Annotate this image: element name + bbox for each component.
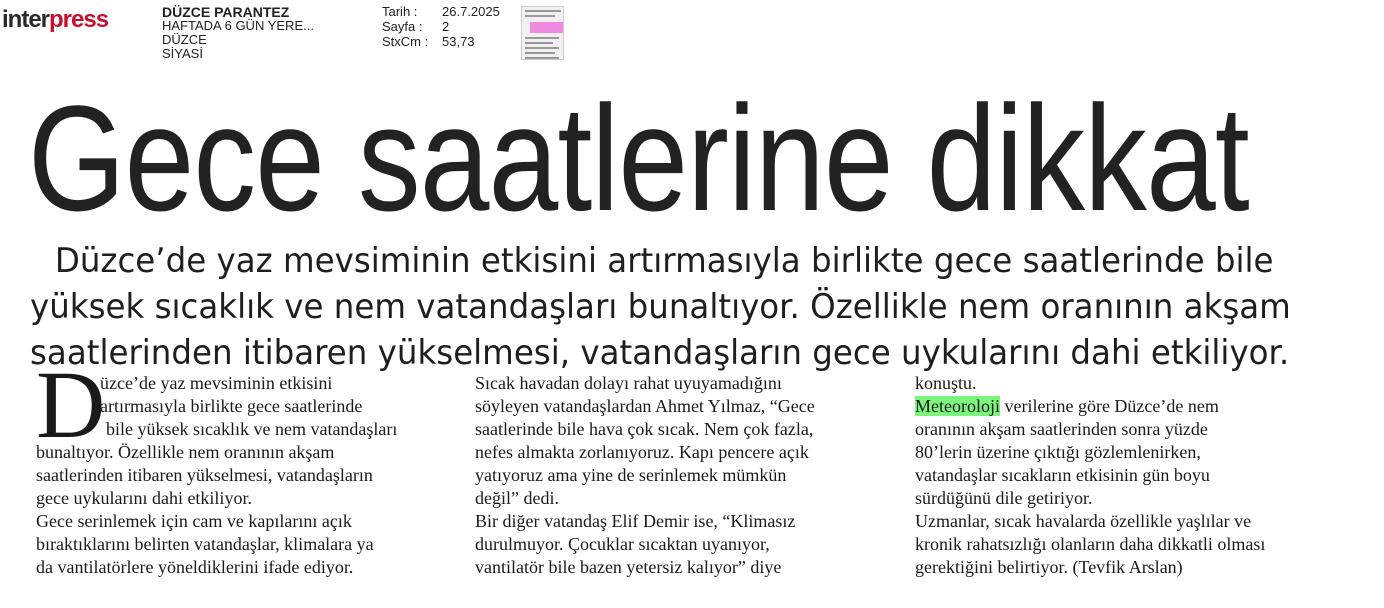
body-column-1: [36, 372, 456, 579]
body-line: Bir diğer vatandaş Elif Demir ise, “Klimasız: [475, 511, 796, 531]
body-line: Sıcak havadan dolayı rahat uyuyamadığını: [475, 373, 782, 393]
body-line: da vantilatörlere yöneldiklerini ifade ediyor.: [36, 557, 354, 577]
stx-label: StxCm :: [382, 34, 429, 49]
thumbnail-highlight: [530, 22, 564, 33]
deck-line: yüksek sıcaklık ve nem vatandaşları bunaltıyor. Özellikle nem oranının akşam: [30, 287, 1291, 327]
headline: Gece saatlerine dikkat: [28, 74, 1249, 242]
body-line: Gece serinlemek için cam ve kapılarını açık: [36, 511, 352, 531]
page-label: Sayfa :: [382, 19, 423, 34]
stx-value: 53,73: [442, 34, 475, 49]
body-line: saatlerinde bile hava çok sıcak. Nem çok fazla,: [475, 419, 814, 439]
body-line-highlighted: [915, 395, 1355, 418]
body-line: bıraktıklarını belirten vatandaşlar, klimalara ya: [36, 534, 374, 554]
keyword-highlight: Meteoroloji: [915, 396, 1000, 416]
page-value: 2: [442, 19, 450, 34]
body-line: bunaltıyor. Özellikle nem oranının akşam: [36, 442, 335, 462]
deck-line: saatlerinden itibaren yükselmesi, vatandaşların gece uykularını dahi etkiliyor.: [30, 333, 1290, 373]
body-line: değil” dedi.: [475, 488, 559, 508]
body-line: konuştu.: [915, 373, 977, 393]
drop-cap: D: [36, 351, 106, 458]
body-line: üzce’de yaz mevsiminin etkisini: [100, 373, 333, 393]
body-line: nefes almakta zorlanıyoruz. Kapı pencere açık: [475, 442, 809, 462]
body-line: vatandaşlar sıcakların etkisinin gün boyu: [915, 465, 1210, 485]
body-line: bile yüksek sıcaklık ve nem vatandaşları: [106, 419, 398, 439]
page-thumbnail[interactable]: [521, 6, 564, 60]
body-line: gece uykularını dahi etkiliyor.: [36, 488, 252, 508]
body-line: saatlerinden itibaren yükselmesi, vatandaşların: [36, 465, 373, 485]
deck: [30, 238, 1330, 376]
body-line: Uzmanlar, sıcak havalarda özellikle yaşlılar ve: [915, 511, 1252, 531]
body-line-rest: verilerine göre Düzce’de nem: [999, 396, 1219, 416]
body-column-3: [915, 372, 1355, 579]
body-line: artırmasıyla birlikte gece saatlerinde: [100, 396, 363, 416]
body-line: gerektiğini belirtiyor. (Tevfik Arslan): [915, 557, 1183, 577]
logo-part-press: press: [49, 6, 109, 33]
clipping-meta: [382, 4, 500, 49]
publication-name: DÜZCE PARANTEZ: [162, 4, 290, 20]
body-line: söyleyen vatandaşlardan Ahmet Yılmaz, “Gece: [475, 396, 815, 416]
body-line: kronik rahatsızlığı olanların daha dikkatli olması: [915, 534, 1266, 554]
body-line: yatıyoruz ama yine de serinlemek mümkün: [475, 465, 787, 485]
body-column-2: [475, 372, 895, 579]
publication-category: SİYASİ: [162, 46, 203, 61]
interpress-logo: [2, 6, 108, 34]
date-value: 26.7.2025: [442, 4, 500, 19]
date-label: Tarih :: [382, 4, 418, 19]
body-line: 80’lerin üzerine çıktığı gözlemlenirken,: [915, 442, 1201, 462]
deck-line: Düzce’de yaz mevsiminin etkisini artırmasıyla birlikte gece saatlerinde bile: [54, 241, 1274, 281]
publication-info: [162, 5, 314, 61]
publication-frequency: HAFTADA 6 GÜN YERE...: [162, 18, 314, 33]
body-line: vantilatör bile bazen yetersiz kalıyor” diye: [475, 557, 782, 577]
body-line: sürdüğünü dile getiriyor.: [915, 488, 1093, 508]
publication-city: DÜZCE: [162, 32, 207, 47]
body-line: oranının akşam saatlerinden sonra yüzde: [915, 419, 1208, 439]
logo-part-inter: inter: [2, 6, 50, 33]
body-line: durulmuyor. Çocuklar sıcaktan uyanıyor,: [475, 534, 770, 554]
